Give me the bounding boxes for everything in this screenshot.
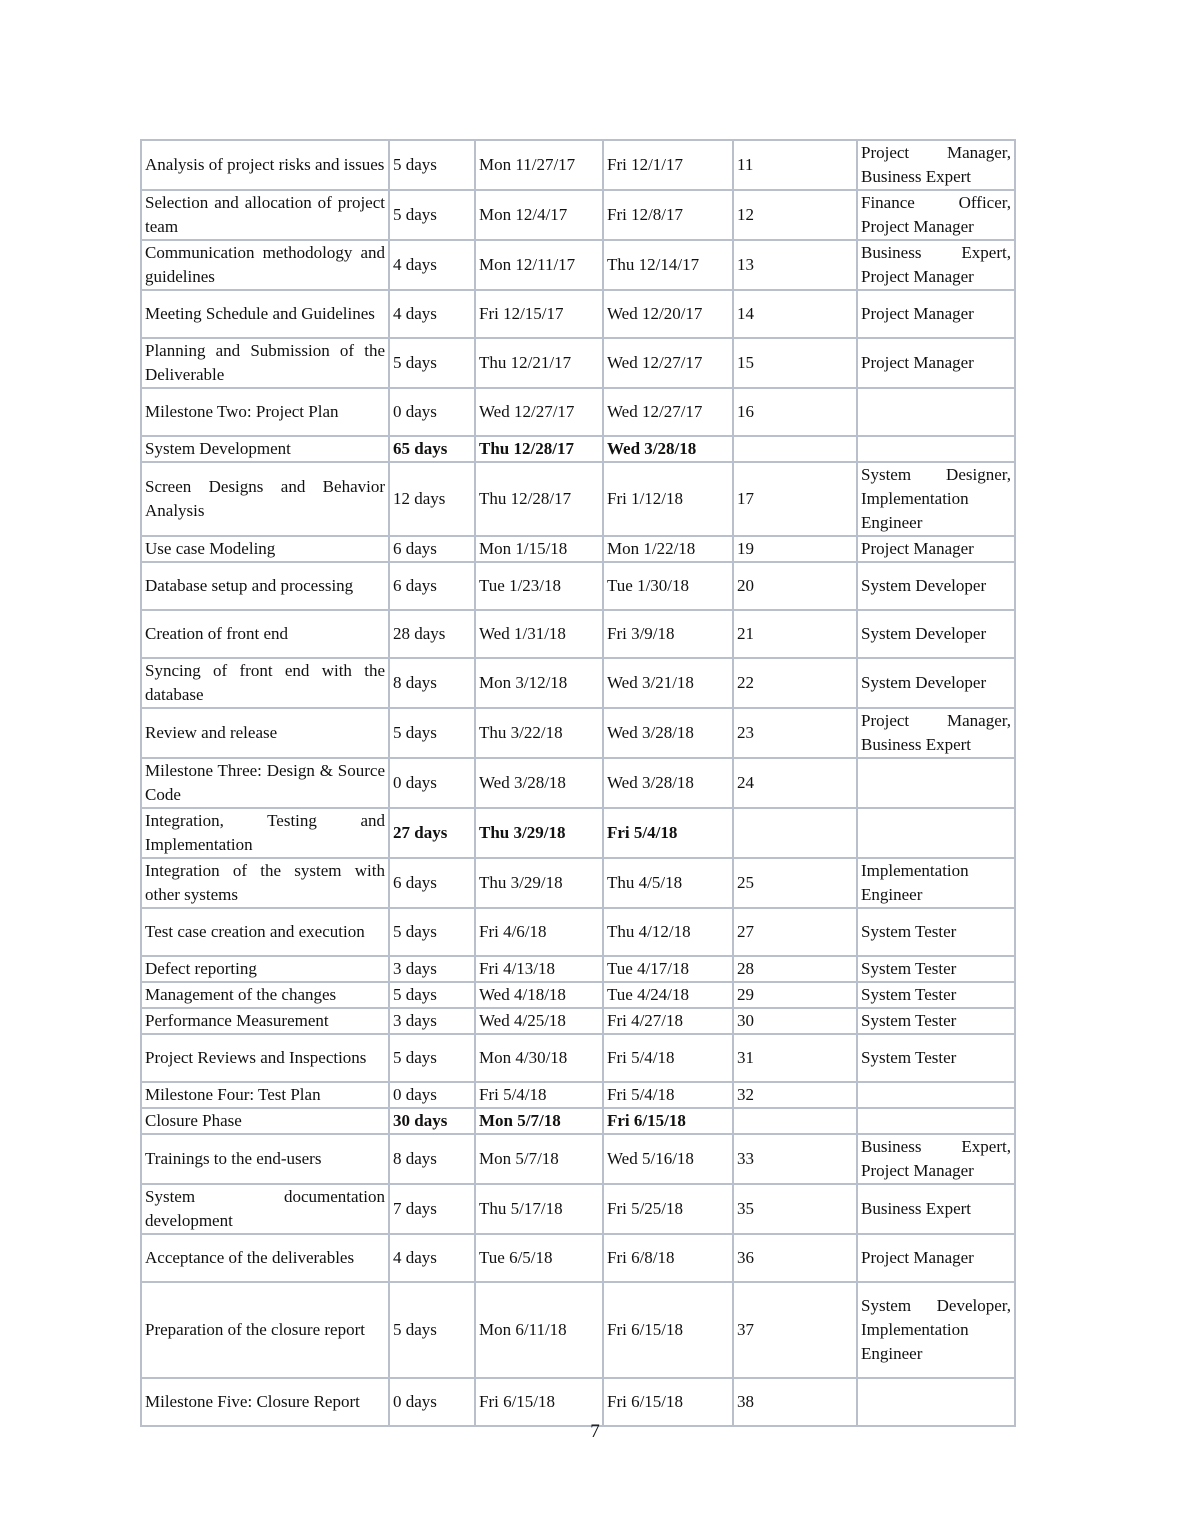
- task-name-cell: Syncing of front end with the database: [141, 658, 389, 708]
- duration-cell: 4 days: [389, 290, 475, 338]
- task-name-cell: System Development: [141, 436, 389, 462]
- start-date-cell: Mon 11/27/17: [475, 140, 603, 190]
- task-id-cell: 36: [733, 1234, 857, 1282]
- start-date-cell: Fri 6/15/18: [475, 1378, 603, 1426]
- start-date-cell: Mon 3/12/18: [475, 658, 603, 708]
- start-date-cell: Wed 12/27/17: [475, 388, 603, 436]
- finish-date-cell: Wed 5/16/18: [603, 1134, 733, 1184]
- table-row: [141, 1108, 1015, 1134]
- task-id-cell: 35: [733, 1184, 857, 1234]
- resources-cell: System Designer, Implementation Engineer: [857, 462, 1015, 536]
- start-date-cell: Wed 1/31/18: [475, 610, 603, 658]
- duration-cell: 5 days: [389, 190, 475, 240]
- resources-cell: [857, 808, 1015, 858]
- task-id-cell: 20: [733, 562, 857, 610]
- duration-cell: 6 days: [389, 858, 475, 908]
- task-id-cell: [733, 1108, 857, 1134]
- start-date-cell: Tue 1/23/18: [475, 562, 603, 610]
- task-id-cell: 16: [733, 388, 857, 436]
- task-name-cell: Communication methodology and guidelines: [141, 240, 389, 290]
- start-date-cell: Tue 6/5/18: [475, 1234, 603, 1282]
- task-name-cell: Acceptance of the deliverables: [141, 1234, 389, 1282]
- task-name-cell: Meeting Schedule and Guidelines: [141, 290, 389, 338]
- task-id-cell: 19: [733, 536, 857, 562]
- schedule-table-body: [141, 140, 1015, 1426]
- task-id-cell: 11: [733, 140, 857, 190]
- duration-cell: 5 days: [389, 1034, 475, 1082]
- start-date-cell: Thu 12/21/17: [475, 338, 603, 388]
- table-row: [141, 982, 1015, 1008]
- start-date-cell: Fri 4/13/18: [475, 956, 603, 982]
- task-name-cell: Creation of front end: [141, 610, 389, 658]
- start-date-cell: Fri 5/4/18: [475, 1082, 603, 1108]
- finish-date-cell: Mon 1/22/18: [603, 536, 733, 562]
- start-date-cell: Thu 3/29/18: [475, 808, 603, 858]
- table-row: [141, 1234, 1015, 1282]
- resources-cell: Business Expert, Project Manager: [857, 240, 1015, 290]
- resources-cell: [857, 1082, 1015, 1108]
- finish-date-cell: Thu 4/5/18: [603, 858, 733, 908]
- resources-cell: Project Manager: [857, 338, 1015, 388]
- finish-date-cell: Fri 4/27/18: [603, 1008, 733, 1034]
- resources-cell: [857, 1378, 1015, 1426]
- resources-cell: Implementation Engineer: [857, 858, 1015, 908]
- table-row: [141, 1082, 1015, 1108]
- task-id-cell: 33: [733, 1134, 857, 1184]
- table-row: [141, 658, 1015, 708]
- duration-cell: 12 days: [389, 462, 475, 536]
- table-row: [141, 1134, 1015, 1184]
- resources-cell: System Tester: [857, 908, 1015, 956]
- finish-date-cell: Fri 6/15/18: [603, 1378, 733, 1426]
- task-name-cell: Milestone Two: Project Plan: [141, 388, 389, 436]
- start-date-cell: Thu 12/28/17: [475, 436, 603, 462]
- finish-date-cell: Fri 5/25/18: [603, 1184, 733, 1234]
- task-id-cell: [733, 436, 857, 462]
- duration-cell: 8 days: [389, 1134, 475, 1184]
- duration-cell: 0 days: [389, 1378, 475, 1426]
- duration-cell: 28 days: [389, 610, 475, 658]
- table-row: [141, 956, 1015, 982]
- task-id-cell: 13: [733, 240, 857, 290]
- duration-cell: 5 days: [389, 708, 475, 758]
- finish-date-cell: Fri 5/4/18: [603, 808, 733, 858]
- task-id-cell: 14: [733, 290, 857, 338]
- resources-cell: [857, 436, 1015, 462]
- finish-date-cell: Tue 1/30/18: [603, 562, 733, 610]
- resources-cell: Project Manager: [857, 290, 1015, 338]
- task-name-cell: Integration of the system with other systems: [141, 858, 389, 908]
- finish-date-cell: Tue 4/17/18: [603, 956, 733, 982]
- task-name-cell: Database setup and processing: [141, 562, 389, 610]
- task-id-cell: 15: [733, 338, 857, 388]
- start-date-cell: Mon 4/30/18: [475, 1034, 603, 1082]
- duration-cell: 6 days: [389, 562, 475, 610]
- duration-cell: 6 days: [389, 536, 475, 562]
- table-row: [141, 338, 1015, 388]
- task-name-cell: Milestone Five: Closure Report: [141, 1378, 389, 1426]
- finish-date-cell: Fri 6/15/18: [603, 1282, 733, 1378]
- task-id-cell: 12: [733, 190, 857, 240]
- resources-cell: System Developer: [857, 562, 1015, 610]
- resources-cell: System Developer: [857, 658, 1015, 708]
- task-name-cell: Closure Phase: [141, 1108, 389, 1134]
- finish-date-cell: Fri 6/8/18: [603, 1234, 733, 1282]
- resources-cell: Business Expert: [857, 1184, 1015, 1234]
- start-date-cell: Thu 5/17/18: [475, 1184, 603, 1234]
- duration-cell: 5 days: [389, 140, 475, 190]
- task-name-cell: Milestone Four: Test Plan: [141, 1082, 389, 1108]
- table-row: [141, 1034, 1015, 1082]
- duration-cell: 3 days: [389, 1008, 475, 1034]
- finish-date-cell: Fri 12/1/17: [603, 140, 733, 190]
- table-row: [141, 808, 1015, 858]
- resources-cell: Project Manager, Business Expert: [857, 708, 1015, 758]
- resources-cell: [857, 388, 1015, 436]
- duration-cell: 4 days: [389, 240, 475, 290]
- resources-cell: [857, 758, 1015, 808]
- finish-date-cell: Wed 3/28/18: [603, 758, 733, 808]
- table-row: [141, 290, 1015, 338]
- start-date-cell: Thu 12/28/17: [475, 462, 603, 536]
- table-row: [141, 610, 1015, 658]
- table-row: [141, 708, 1015, 758]
- task-name-cell: Test case creation and execution: [141, 908, 389, 956]
- finish-date-cell: Wed 3/28/18: [603, 708, 733, 758]
- task-id-cell: 28: [733, 956, 857, 982]
- resources-cell: System Tester: [857, 1008, 1015, 1034]
- start-date-cell: Mon 12/11/17: [475, 240, 603, 290]
- task-name-cell: Performance Measurement: [141, 1008, 389, 1034]
- table-row: [141, 908, 1015, 956]
- table-row: [141, 536, 1015, 562]
- start-date-cell: Mon 5/7/18: [475, 1134, 603, 1184]
- resources-cell: System Tester: [857, 1034, 1015, 1082]
- resources-cell: [857, 1108, 1015, 1134]
- task-id-cell: 25: [733, 858, 857, 908]
- task-id-cell: 23: [733, 708, 857, 758]
- duration-cell: 3 days: [389, 956, 475, 982]
- start-date-cell: Wed 3/28/18: [475, 758, 603, 808]
- task-id-cell: 37: [733, 1282, 857, 1378]
- start-date-cell: Mon 5/7/18: [475, 1108, 603, 1134]
- task-name-cell: Management of the changes: [141, 982, 389, 1008]
- task-name-cell: Defect reporting: [141, 956, 389, 982]
- task-id-cell: 30: [733, 1008, 857, 1034]
- table-row: [141, 1184, 1015, 1234]
- task-id-cell: 22: [733, 658, 857, 708]
- finish-date-cell: Fri 5/4/18: [603, 1034, 733, 1082]
- resources-cell: System Tester: [857, 956, 1015, 982]
- task-id-cell: 24: [733, 758, 857, 808]
- start-date-cell: Wed 4/25/18: [475, 1008, 603, 1034]
- task-id-cell: 27: [733, 908, 857, 956]
- duration-cell: 5 days: [389, 338, 475, 388]
- task-name-cell: Trainings to the end-users: [141, 1134, 389, 1184]
- task-id-cell: 17: [733, 462, 857, 536]
- task-name-cell: Analysis of project risks and issues: [141, 140, 389, 190]
- table-row: [141, 758, 1015, 808]
- finish-date-cell: Wed 12/20/17: [603, 290, 733, 338]
- finish-date-cell: Wed 12/27/17: [603, 338, 733, 388]
- finish-date-cell: Thu 4/12/18: [603, 908, 733, 956]
- finish-date-cell: Wed 3/28/18: [603, 436, 733, 462]
- resources-cell: Project Manager: [857, 1234, 1015, 1282]
- finish-date-cell: Wed 12/27/17: [603, 388, 733, 436]
- duration-cell: 8 days: [389, 658, 475, 708]
- table-row: [141, 858, 1015, 908]
- task-name-cell: Selection and allocation of project team: [141, 190, 389, 240]
- table-row: [141, 240, 1015, 290]
- task-name-cell: Review and release: [141, 708, 389, 758]
- task-id-cell: 38: [733, 1378, 857, 1426]
- finish-date-cell: Fri 6/15/18: [603, 1108, 733, 1134]
- page-number: 7: [590, 1421, 600, 1442]
- finish-date-cell: Wed 3/21/18: [603, 658, 733, 708]
- resources-cell: Project Manager: [857, 536, 1015, 562]
- duration-cell: 0 days: [389, 388, 475, 436]
- task-name-cell: Planning and Submission of the Deliverable: [141, 338, 389, 388]
- table-row: [141, 1282, 1015, 1378]
- task-name-cell: Preparation of the closure report: [141, 1282, 389, 1378]
- task-name-cell: Integration, Testing and Implementation: [141, 808, 389, 858]
- duration-cell: 5 days: [389, 982, 475, 1008]
- task-id-cell: [733, 808, 857, 858]
- duration-cell: 65 days: [389, 436, 475, 462]
- table-row: [141, 562, 1015, 610]
- finish-date-cell: Fri 3/9/18: [603, 610, 733, 658]
- resources-cell: Business Expert, Project Manager: [857, 1134, 1015, 1184]
- finish-date-cell: Fri 1/12/18: [603, 462, 733, 536]
- resources-cell: System Developer, Implementation Engineer: [857, 1282, 1015, 1378]
- duration-cell: 5 days: [389, 1282, 475, 1378]
- task-name-cell: Use case Modeling: [141, 536, 389, 562]
- start-date-cell: Fri 12/15/17: [475, 290, 603, 338]
- resources-cell: System Tester: [857, 982, 1015, 1008]
- task-name-cell: System documentation development: [141, 1184, 389, 1234]
- table-row: [141, 1008, 1015, 1034]
- start-date-cell: Mon 1/15/18: [475, 536, 603, 562]
- start-date-cell: Mon 6/11/18: [475, 1282, 603, 1378]
- task-id-cell: 31: [733, 1034, 857, 1082]
- duration-cell: 30 days: [389, 1108, 475, 1134]
- table-row: [141, 190, 1015, 240]
- duration-cell: 7 days: [389, 1184, 475, 1234]
- finish-date-cell: Fri 5/4/18: [603, 1082, 733, 1108]
- task-id-cell: 29: [733, 982, 857, 1008]
- duration-cell: 4 days: [389, 1234, 475, 1282]
- task-id-cell: 21: [733, 610, 857, 658]
- table-row: [141, 388, 1015, 436]
- start-date-cell: Thu 3/22/18: [475, 708, 603, 758]
- resources-cell: Finance Officer, Project Manager: [857, 190, 1015, 240]
- task-name-cell: Screen Designs and Behavior Analysis: [141, 462, 389, 536]
- resources-cell: Project Manager, Business Expert: [857, 140, 1015, 190]
- finish-date-cell: Thu 12/14/17: [603, 240, 733, 290]
- start-date-cell: Wed 4/18/18: [475, 982, 603, 1008]
- task-id-cell: 32: [733, 1082, 857, 1108]
- table-row: [141, 462, 1015, 536]
- start-date-cell: Thu 3/29/18: [475, 858, 603, 908]
- schedule-table: [140, 139, 1016, 1427]
- duration-cell: 0 days: [389, 1082, 475, 1108]
- table-row: [141, 436, 1015, 462]
- finish-date-cell: Tue 4/24/18: [603, 982, 733, 1008]
- resources-cell: System Developer: [857, 610, 1015, 658]
- task-name-cell: Project Reviews and Inspections: [141, 1034, 389, 1082]
- table-row: [141, 1378, 1015, 1426]
- start-date-cell: Fri 4/6/18: [475, 908, 603, 956]
- duration-cell: 0 days: [389, 758, 475, 808]
- duration-cell: 5 days: [389, 908, 475, 956]
- start-date-cell: Mon 12/4/17: [475, 190, 603, 240]
- table-row: [141, 140, 1015, 190]
- task-name-cell: Milestone Three: Design & Source Code: [141, 758, 389, 808]
- duration-cell: 27 days: [389, 808, 475, 858]
- finish-date-cell: Fri 12/8/17: [603, 190, 733, 240]
